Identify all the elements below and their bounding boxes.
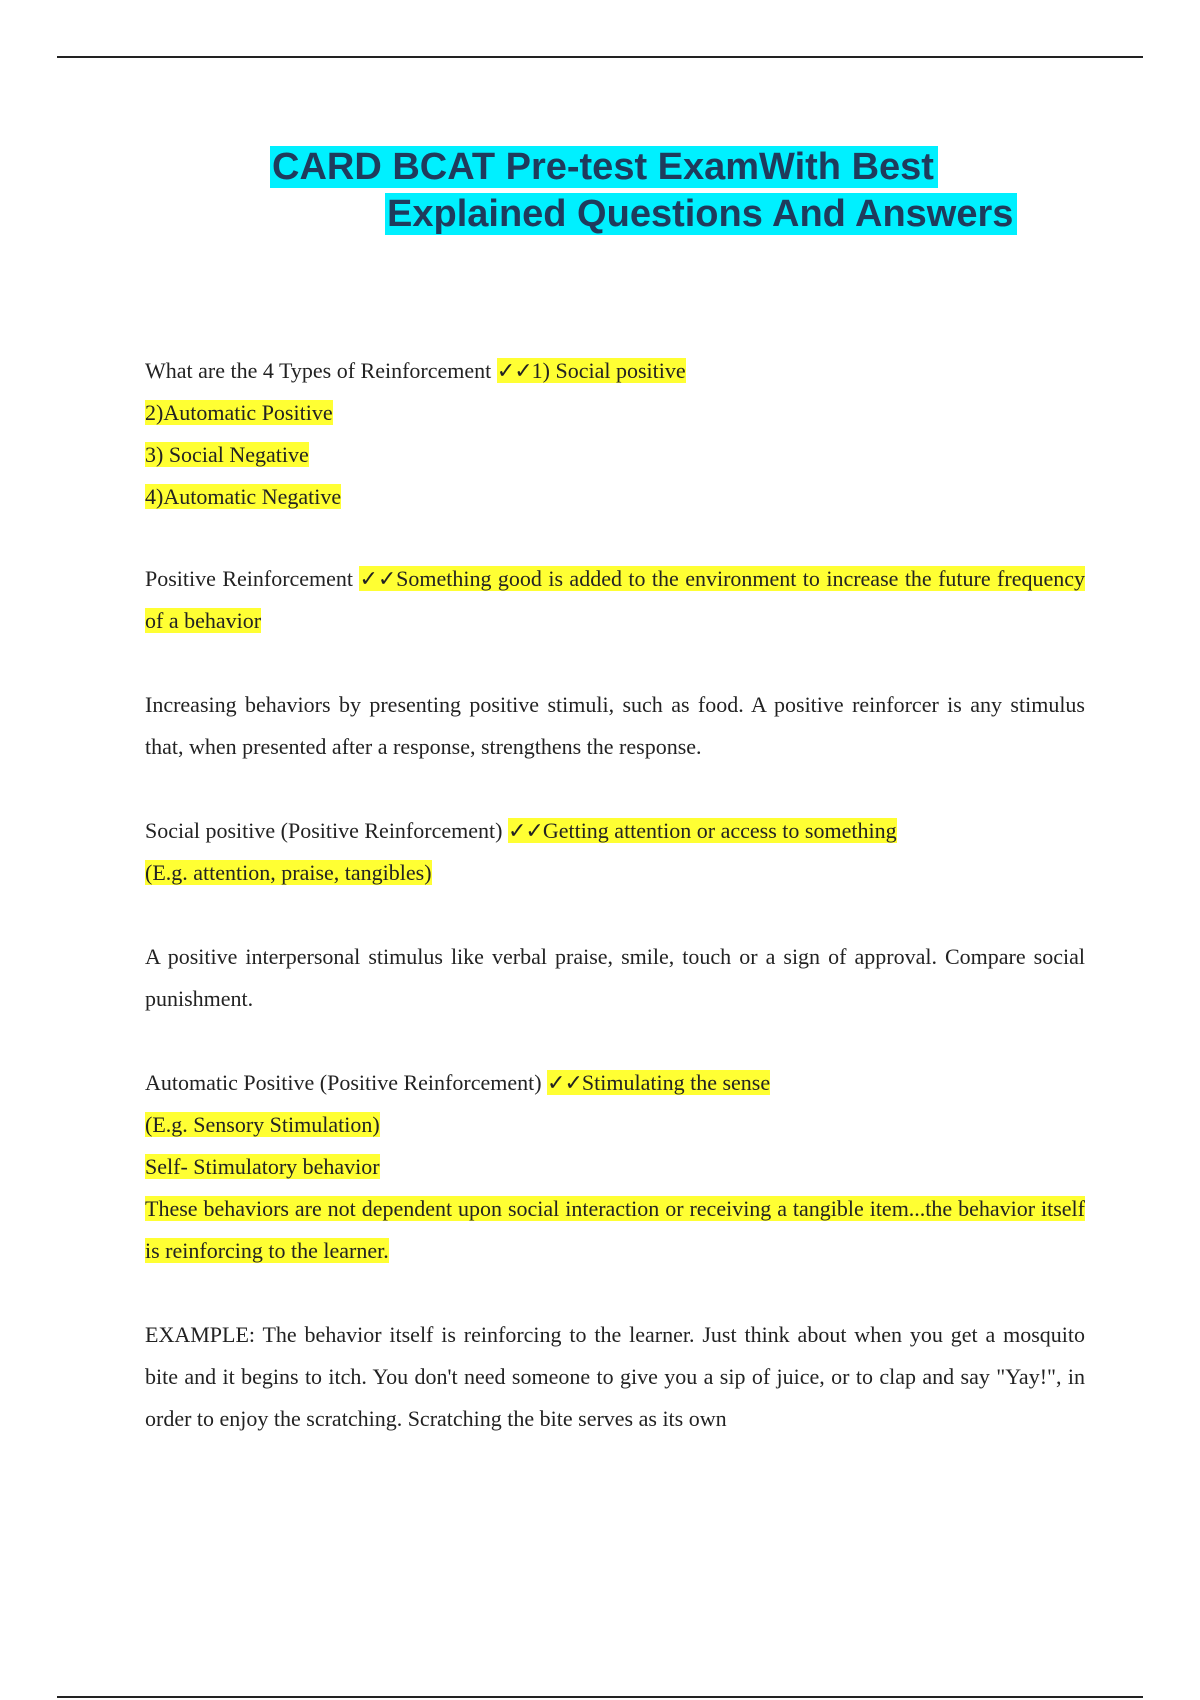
title-highlight: CARD BCAT Pre-test ExamWith Best <box>270 146 938 188</box>
answer-text: 2)Automatic Positive <box>145 400 333 425</box>
answer-text: Getting attention or access to something <box>542 818 897 843</box>
answer-line <box>145 1104 1085 1146</box>
double-check-icon: ✓✓ <box>359 566 397 591</box>
question-positive-reinforcement <box>145 558 1085 642</box>
answer-text: 3) Social Negative <box>145 442 309 467</box>
question-text: Social positive (Positive Reinforcement) <box>145 818 508 843</box>
answer-text: Something good is added to the environment to increase the future frequency of a behavior <box>145 566 1086 633</box>
double-check-icon: ✓✓ <box>496 358 532 383</box>
double-check-icon: ✓✓ <box>547 1070 582 1095</box>
answer-text: (E.g. Sensory Stimulation) <box>145 1112 380 1137</box>
double-check-icon: ✓✓ <box>507 818 543 843</box>
title-highlight: Explained Questions And Answers <box>385 193 1017 235</box>
question-text: Positive Reinforcement <box>145 566 360 591</box>
answer-text: (E.g. attention, praise, tangibles) <box>145 860 432 885</box>
document-body <box>145 350 1085 1440</box>
question-types-of-reinforcement <box>145 350 1085 392</box>
answer-line <box>145 476 1085 518</box>
top-rule <box>57 56 1143 58</box>
answer-text: Self- Stimulatory behavior <box>145 1154 380 1179</box>
answer-line <box>145 852 1085 894</box>
example-paragraph: EXAMPLE: The behavior itself is reinforcing to the learner. Just think about when you get a mosquito bite and it begins to itch. You don't need someone to give you a sip of juice, or to clap and say "Yay!", in order to enjoy the scratching. Scratching the bite serves as its own <box>145 1322 1085 1431</box>
question-text: What are the 4 Types of Reinforcement <box>145 358 497 383</box>
question-automatic-positive <box>145 1062 1085 1104</box>
answer-line <box>145 1188 1085 1272</box>
answer-text: 1) Social positive <box>531 358 686 383</box>
question-text: Automatic Positive (Positive Reinforcement) <box>145 1070 548 1095</box>
document-title-line-2 <box>385 191 1017 237</box>
answer-text: Stimulating the sense <box>581 1070 771 1095</box>
explanation-paragraph: Increasing behaviors by presenting positive stimuli, such as food. A positive reinforcer is any stimulus that, when presented after a response, strengthens the response. <box>145 692 1085 759</box>
answer-line <box>145 1146 1085 1188</box>
explanation-paragraph: A positive interpersonal stimulus like verbal praise, smile, touch or a sign of approval. Compare social punishment. <box>145 944 1085 1011</box>
question-social-positive <box>145 810 1085 852</box>
answer-text: These behaviors are not dependent upon social interaction or receiving a tangible item...the behavior itself is reinforcing to the learner. <box>145 1196 1085 1263</box>
answer-line <box>145 434 1085 476</box>
answer-line <box>145 392 1085 434</box>
document-title-line-1 <box>270 144 938 190</box>
bottom-rule <box>57 1696 1143 1698</box>
answer-text: 4)Automatic Negative <box>145 484 342 509</box>
